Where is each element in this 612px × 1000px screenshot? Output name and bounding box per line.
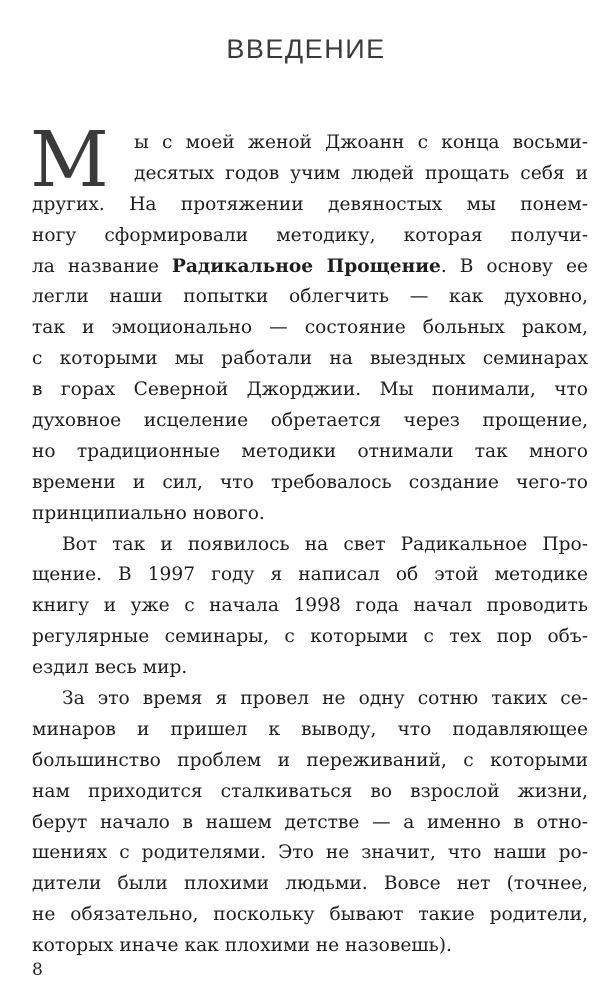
text-line: регулярные семинары, с которыми с тех пор объ- xyxy=(32,626,588,648)
body-text xyxy=(30,116,589,962)
text-line: щение. В 1997 году я написал об этой методике xyxy=(32,564,588,586)
chapter-title: ВВЕДЕНИЕ xyxy=(226,34,386,64)
text-line: которых иначе как плохими не назовешь). xyxy=(32,935,452,957)
bold-term: Радикальное Прощение xyxy=(171,255,441,277)
text-line: ы с моей женой Джоанн с конца восьми- xyxy=(134,132,588,153)
text-line: большинство проблем и переживаний, с которыми xyxy=(32,749,588,771)
text-line: дители были плохими людьми. Вовсе нет (точнее, xyxy=(32,873,588,895)
text-line-with-bold xyxy=(32,252,588,283)
text-line: шениях с родителями. Это не значит, что наши ро- xyxy=(32,842,588,864)
text-run: ла название xyxy=(32,255,172,277)
text-line: в горах Северной Джорджии. Мы понимали, что xyxy=(32,379,588,401)
text-line: минаров и пришел к выводу, что подавляющее xyxy=(32,718,588,740)
drop-cap: М xyxy=(30,116,109,205)
text-line: книгу и уже с начала 1998 года начал проводить xyxy=(32,595,588,617)
text-line: легли наши попытки облегчить — как духовно, xyxy=(32,286,588,308)
text-line: ездил весь мир. xyxy=(32,657,188,679)
text-line: берут начало в нашем детстве — а именно в отно- xyxy=(32,811,588,833)
text-line: других. На протяжении девяностых мы понем- xyxy=(32,193,588,215)
text-line: времени и сил, что требовалось создание чего-то xyxy=(32,471,588,493)
text-line: с которыми мы работали на выездных семинарах xyxy=(32,348,588,370)
text-run: . В основу ее xyxy=(440,255,589,277)
text-line: ногу сформировали методику, которая получи- xyxy=(32,224,588,246)
text-line: Вот так и появилось на свет Радикальное Про- xyxy=(62,533,588,555)
text-line: не обязательно, поскольку бывают такие родители, xyxy=(32,904,588,926)
text-line: так и эмоционально — состояние больных раком, xyxy=(32,317,588,339)
text-line: нам приходится сталкиваться во взрослой жизни, xyxy=(32,780,588,802)
text-line: духовное исцеление обретается через прощение, xyxy=(32,410,588,432)
text-line: десятых годов учим людей прощать себя и xyxy=(134,162,588,184)
text-line: но традиционные методики отнимали так много xyxy=(32,440,588,462)
text-line: принципиально нового. xyxy=(32,502,265,524)
page-number: 8 xyxy=(32,960,43,980)
text-line: За это время я провел не одну сотню таких се- xyxy=(62,688,588,710)
